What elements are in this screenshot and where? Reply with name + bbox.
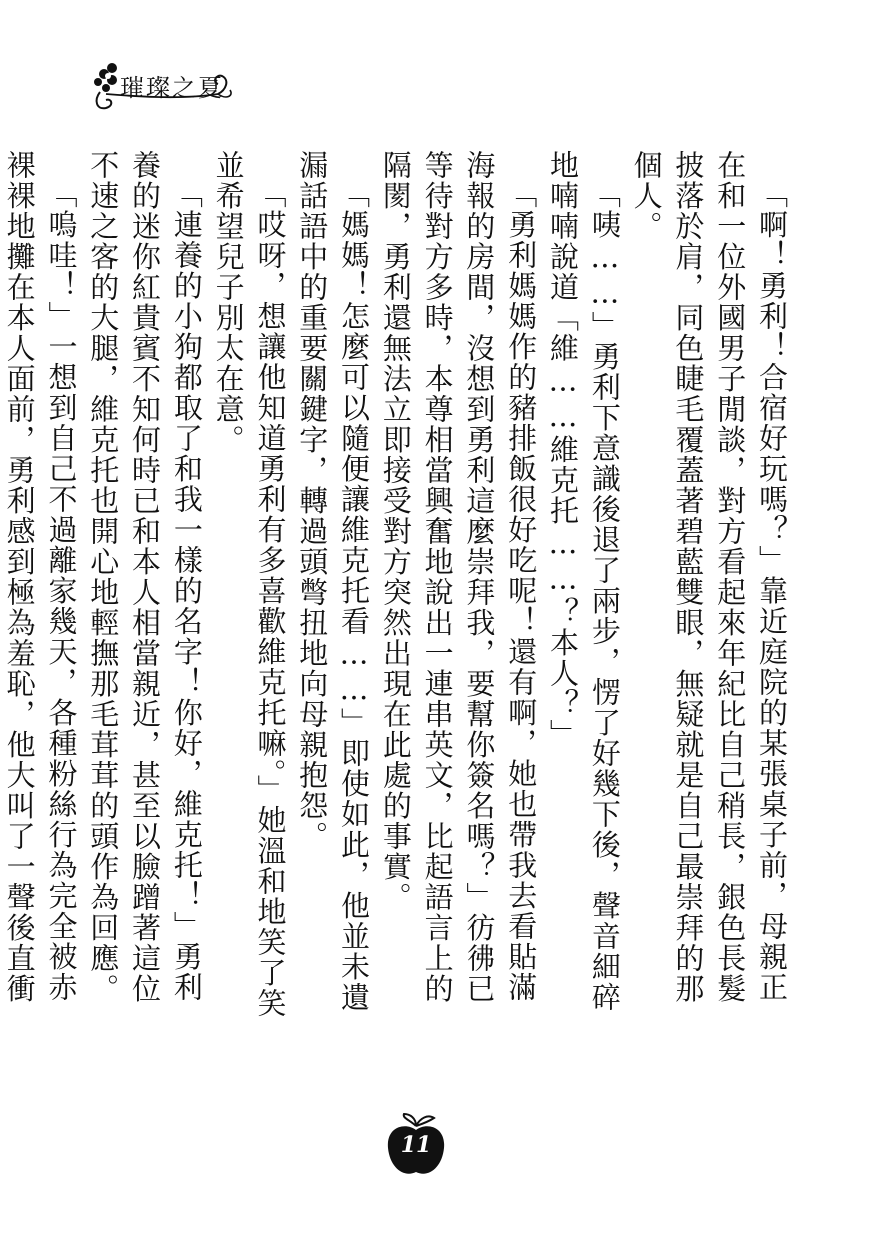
book-title: 璀璨之夏 [120, 74, 224, 102]
paragraph: 「勇利媽媽作的豬排飯很好吃呢！還有啊，她也帶我去看貼滿海報的房間，沒想到勇利這麼崇拜我，要幫你簽名嗎？」彷彿已等待對方多時，本尊相當興奮地說出一連串英文，比起語言上的隔閡，勇利還無法立即接受對方突然出現在此處的事實。 [378, 150, 539, 1004]
paragraph: 「媽媽！怎麼可以隨便讓維克托看……」即使如此，他並未遺漏話語中的重要關鍵字，轉過頭彆扭地向母親抱怨。 [295, 150, 372, 1013]
page-number-badge [382, 1110, 450, 1180]
vertical-body-text [2, 150, 792, 1030]
paragraph: 「嗚哇！」一想到自己不過離家幾天，各種粉絲行為完全被赤裸裸地攤在本人面前，勇利感到極為羞恥，他大叫了一聲後直衝 [2, 150, 79, 1004]
paragraph: 「啊！勇利！合宿好玩嗎？」靠近庭院的某張桌子前，母親正在和一位外國男子閒談，對方看起來年紀比自己稍長，銀色長髮披落於肩，同色睫毛覆蓋著碧藍雙眼，無疑就是自己最崇拜的那個人。 [629, 150, 789, 1004]
paragraph: 「咦……」勇利下意識後退了兩步，愣了好幾下後，聲音細碎地喃喃說道「維……維克托……？本人？」 [546, 150, 622, 1013]
paragraph: 「連養的小狗都取了和我一樣的名字！你好，維克托！」勇利養的迷你紅貴賓不知何時已和本人相當親近，甚至以臉蹭著這位不速之客的大腿，維克托也開心地輕撫那毛茸茸的頭作為回應。 [86, 150, 204, 1004]
paragraph: 「哎呀，想讓他知道勇利有多喜歡維克托嘛。」她溫和地笑了笑並希望兒子別太在意。 [211, 150, 288, 1019]
page-number: 11 [400, 1132, 432, 1158]
running-header [90, 56, 290, 126]
